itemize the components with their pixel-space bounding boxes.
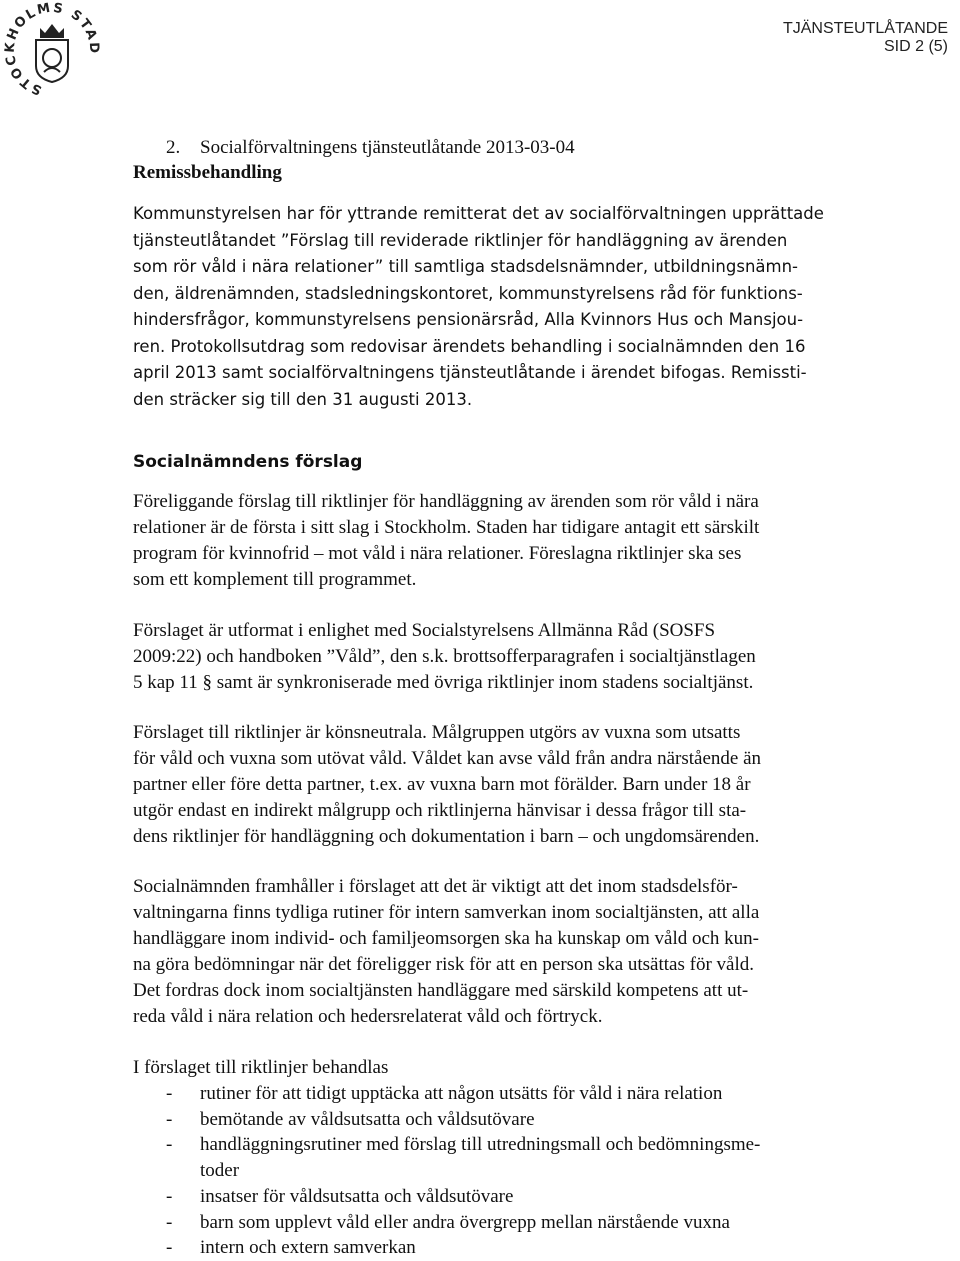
stockholms-stad-logo: [0, 0, 105, 100]
paragraph-5: [133, 1055, 945, 1081]
city-seal-icon: [0, 0, 105, 100]
list-item: [166, 1210, 926, 1236]
list-item: [166, 1081, 926, 1107]
list-item: [166, 1132, 926, 1183]
text-line: Socialnämnden framhåller i förslaget att det är viktigt att det inom stadsdelsför-: [133, 876, 738, 897]
list-item: [166, 1235, 926, 1261]
text-line: valtningarna finns tydliga rutiner för intern samverkan inom socialtjänsten, att alla: [133, 902, 760, 923]
list-item: [166, 1184, 926, 1210]
text-line: tjänsteutlåtandet ”Förslag till reviderade riktlinjer för handläggning av ärenden: [133, 230, 788, 250]
logo-ring-text: STOCKHOLMS STAD: [2, 0, 102, 98]
text-line: Kommunstyrelsen har för yttrande remitterat det av socialförvaltningen upprättade: [133, 204, 824, 223]
list-dash: -: [166, 1108, 173, 1130]
list-dash: -: [166, 1134, 173, 1156]
list-dash: -: [166, 1211, 173, 1233]
list-item-text: barn som upplevt våld eller andra övergrepp mellan närstående vuxna: [200, 1211, 730, 1233]
text-line: för våld och vuxna som utövat våld. Våldet kan avse våld från andra närstående än: [133, 748, 762, 769]
topic-list: [166, 1081, 926, 1261]
text-line: reda våld i nära relation och hedersrelaterat våld och förtryck.: [133, 1006, 603, 1027]
text-line: Förslaget är utformat i enlighet med Socialstyrelsens Allmänna Råd (SOSFS: [133, 620, 716, 641]
text-line: Förslaget till riktlinjer är könsneutrala. Målgruppen utgörs av vuxna som utsatts: [133, 722, 741, 743]
section-heading: Socialnämndens förslag: [133, 452, 363, 472]
text-line: 2009:22) och handboken ”Våld”, den s.k. brottsofferparagrafen i socialtjänstlagen: [133, 646, 756, 667]
text-line: 5 kap 11 § samt är synkroniserade med övriga riktlinjer inom stadens socialtjänst.: [133, 672, 754, 693]
text-line: handläggare inom individ- och familjeomsorgen ska ha kunskap om våld och kun-: [133, 928, 759, 949]
text-line: den sträcker sig till den 31 augusti 2013.: [133, 389, 473, 409]
list-dash: -: [166, 1083, 173, 1104]
text-line: april 2013 samt socialförvaltningens tjänsteutlåtande i ärendet bifogas. Remissti-: [133, 363, 807, 382]
intro-paragraph: [133, 201, 945, 413]
text-line: na göra bedömningar när det föreligger risk för att en person ska utsättas för våld.: [133, 954, 754, 975]
text-line: som ett komplement till programmet.: [133, 569, 417, 590]
list-item-text: rutiner för att tidigt upptäcka att någon utsätts för våld i nära relation: [200, 1083, 723, 1104]
text-line: partner eller före detta partner, t.ex. av vuxna barn mot förälder. Barn under 18 år: [133, 774, 751, 795]
text-line: dens riktlinjer för handläggning och dokumentation i barn – och ungdomsärenden.: [133, 826, 760, 847]
item-text: Socialförvaltningens tjänsteutlåtande 2013-03-04: [200, 137, 575, 158]
text-line: Det fordras dock inom socialtjänsten handläggare med särskild kompetens att ut-: [133, 980, 749, 1001]
list-item-text: insatser för våldsutsatta och våldsutövare: [200, 1185, 514, 1207]
paragraph-2: [133, 618, 945, 696]
paragraph-3: [133, 720, 945, 850]
text-line: Föreliggande förslag till riktlinjer för handläggning av ärenden som rör våld i nära: [133, 491, 759, 512]
list-dash: -: [166, 1237, 173, 1259]
text-line: hindersfrågor, kommunstyrelsens pensionärsråd, Alla Kvinnors Hus och Mansjou-: [133, 310, 804, 329]
list-item-text: bemötande av våldsutsatta och våldsutövare: [200, 1108, 535, 1130]
item-number: 2.: [166, 137, 181, 158]
document-type: TJÄNSTEUTLÅTANDE: [782, 20, 948, 37]
section-title: Remissbehandling: [133, 162, 282, 183]
paragraph-1: [133, 489, 945, 593]
text-line: utgör endast en indirekt målgrupp och riktlinjerna hänvisar i dessa frågor till sta-: [133, 800, 747, 821]
list-dash: -: [166, 1185, 173, 1207]
text-line: ren. Protokollsutdrag som redovisar ärendets behandling i socialnämnden den 16: [133, 336, 806, 356]
page-header: [783, 20, 948, 56]
text-line: program för kvinnofrid – mot våld i nära relationer. Föreslagna riktlinjer ska ses: [133, 543, 742, 564]
agenda-item: [166, 137, 575, 159]
list-item-text: intern och extern samverkan: [200, 1237, 416, 1259]
list-item: [166, 1107, 926, 1133]
text-line: relationer är de första i sitt slag i Stockholm. Staden har tidigare antagit ett särskilt: [133, 517, 760, 538]
text-line: I förslaget till riktlinjer behandlas: [133, 1057, 389, 1078]
text-line: den, äldrenämnden, stadsledningskontoret, kommunstyrelsens råd för funktions-: [133, 283, 803, 303]
text-line: som rör våld i nära relationer” till samtliga stadsdelsnämnder, utbildningsnämn-: [133, 257, 798, 276]
list-item-text: handläggningsrutiner med förslag till utredningsmall och bedömningsme- toder: [200, 1134, 761, 1182]
page-number: SID 2 (5): [883, 38, 948, 55]
paragraph-4: [133, 874, 945, 1030]
